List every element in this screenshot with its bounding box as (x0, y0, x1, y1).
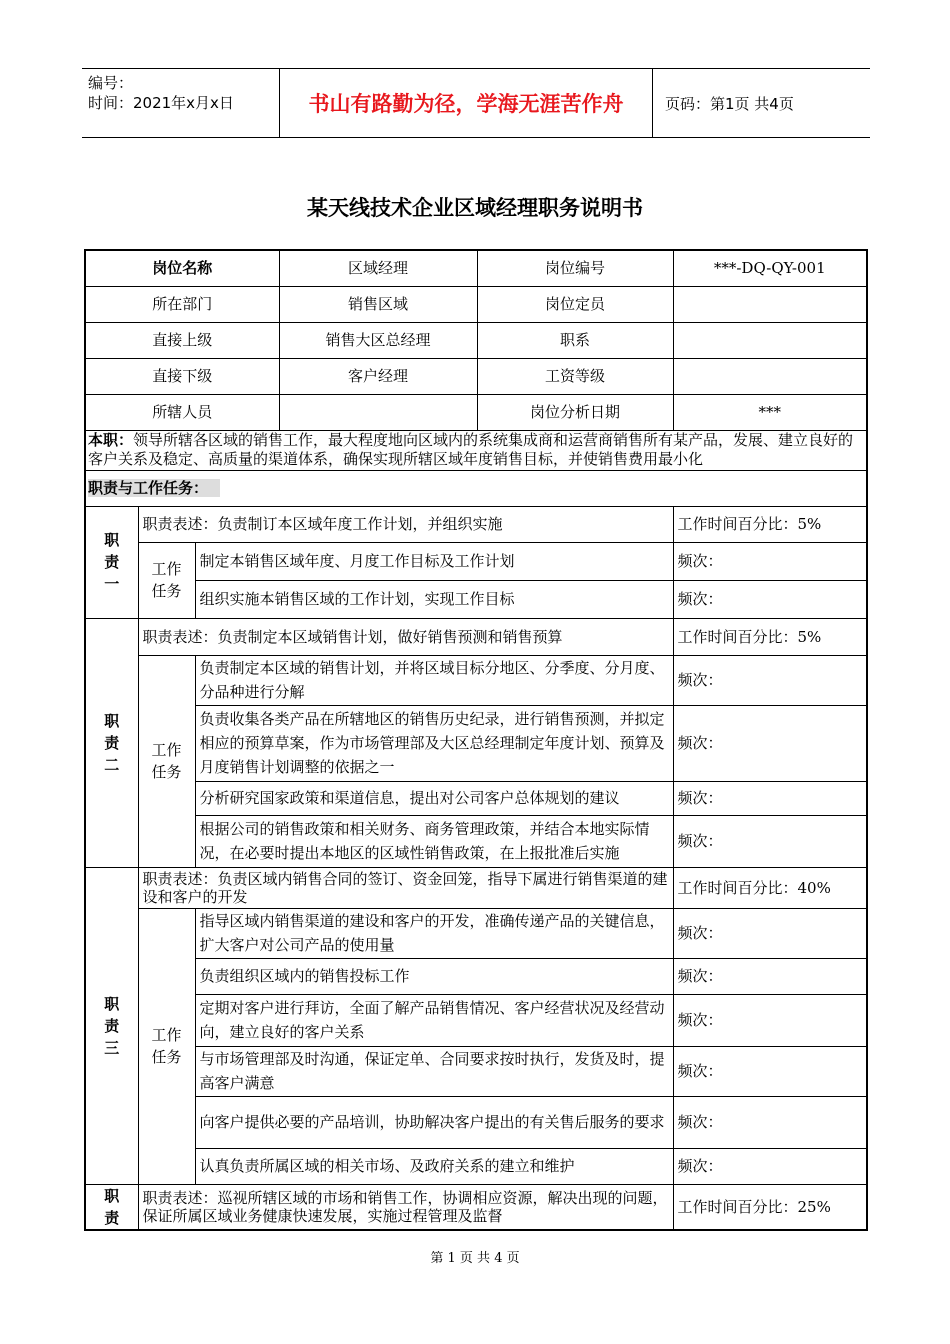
duty-statement-row (85, 1184, 867, 1230)
duty-statement-row (85, 867, 867, 908)
duty-label: 职 责 一 (85, 506, 138, 618)
basic-row (85, 250, 867, 286)
task-text: 负责组织区域内的销售投标工作 (195, 958, 673, 994)
task-text: 向客户提供必要的产品培训，协助解决客户提出的有关售后服务的要求 (195, 1096, 673, 1148)
basic-value (673, 358, 867, 394)
job-description-table (84, 249, 868, 1231)
task-frequency: 频次： (673, 994, 867, 1046)
task-frequency: 频次： (673, 542, 867, 580)
task-text: 认真负责所属区域的相关市场、及政府关系的建立和维护 (195, 1148, 673, 1184)
task-frequency: 频次： (673, 705, 867, 781)
duties-header: 职责与工作任务： (88, 479, 220, 497)
task-frequency: 频次： (673, 958, 867, 994)
basic-label: 岗位名称 (85, 250, 279, 286)
task-row (85, 580, 867, 618)
basic-label: 直接下级 (85, 358, 279, 394)
duty-label: 职 责 二 (85, 618, 138, 867)
task-text: 指导区域内销售渠道的建设和客户的开发，准确传递产品的关键信息，扩大客户对公司产品的使用量 (195, 908, 673, 958)
basic-row (85, 322, 867, 358)
duty-label: 职 责 三 (85, 867, 138, 1184)
job-summary (85, 430, 867, 470)
task-text: 定期对客户进行拜访，全面了解产品销售情况、客户经营状况及经营动向，建立良好的客户关系 (195, 994, 673, 1046)
task-frequency: 频次： (673, 781, 867, 815)
basic-label: 所在部门 (85, 286, 279, 322)
page-footer: 第 1 页 共 4 页 (430, 1251, 520, 1266)
basic-row (85, 394, 867, 430)
date-label: 时间：2021年x月x日 (88, 94, 234, 112)
task-row (85, 908, 867, 958)
task-frequency: 频次： (673, 815, 867, 867)
duty-percent: 工作时间百分比：5% (673, 506, 867, 542)
basic-value: 销售区域 (279, 286, 477, 322)
task-frequency: 频次： (673, 655, 867, 705)
duty-statement-row (85, 618, 867, 655)
task-frequency: 频次： (673, 580, 867, 618)
task-frequency: 频次： (673, 908, 867, 958)
task-text: 负责制定本区域的销售计划，并将区域目标分地区、分季度、分月度、分品种进行分解 (195, 655, 673, 705)
basic-label: 所辖人员 (85, 394, 279, 430)
task-row (85, 705, 867, 781)
job-summary-text: 领导所辖各区域的销售工作，最大程度地向区域内的系统集成商和运营商销售所有某产品，发展、建立良好的客户关系及稳定、高质量的渠道体系，确保实现所辖区域年度销售目标，并使销售费用最小化 (88, 431, 854, 468)
basic-value: ***-DQ-QY-001 (673, 250, 867, 286)
basic-row (85, 286, 867, 322)
task-row (85, 655, 867, 705)
header-slogan: 书山有路勤为径，学海无涯苦作舟 (280, 69, 653, 137)
basic-row (85, 358, 867, 394)
duty-percent: 工作时间百分比：5% (673, 618, 867, 655)
duty-statement: 职责表述：负责制定本区域销售计划，做好销售预测和销售预算 (138, 618, 673, 655)
basic-value: 区域经理 (279, 250, 477, 286)
basic-value (673, 322, 867, 358)
basic-value: 销售大区总经理 (279, 322, 477, 358)
task-label: 工作 任务 (138, 655, 195, 867)
task-text: 与市场管理部及时沟通，保证定单、合同要求按时执行，发货及时，提高客户满意 (195, 1046, 673, 1096)
code-label: 编号： (88, 74, 134, 92)
task-row (85, 542, 867, 580)
task-text: 根据公司的销售政策和相关财务、商务管理政策，并结合本地实际情况，在必要时提出本地区的区域性销售政策，在上报批准后实施 (195, 815, 673, 867)
task-row (85, 1096, 867, 1148)
task-row (85, 781, 867, 815)
basic-label: 岗位编号 (477, 250, 673, 286)
document-title: 某天线技术企业区域经理职务说明书 (307, 196, 643, 220)
task-label: 工作 任务 (138, 908, 195, 1184)
basic-value (279, 394, 477, 430)
duty-statement: 职责表述：巡视所辖区域的市场和销售工作，协调相应资源，解决出现的问题，保证所属区域业务健康快速发展，实施过程管理及监督 (138, 1184, 673, 1230)
task-frequency: 频次： (673, 1046, 867, 1096)
duty-percent: 工作时间百分比：25% (673, 1184, 867, 1230)
duty-statement: 职责表述：负责区域内销售合同的签订、资金回笼，指导下属进行销售渠道的建设和客户的开发 (138, 867, 673, 908)
basic-label: 岗位分析日期 (477, 394, 673, 430)
basic-value: 客户经理 (279, 358, 477, 394)
job-summary-row (85, 430, 867, 470)
task-text: 制定本销售区域年度、月度工作目标及工作计划 (195, 542, 673, 580)
basic-value: *** (673, 394, 867, 430)
task-row (85, 1148, 867, 1184)
duties-header-cell (85, 470, 867, 506)
task-text: 组织实施本销售区域的工作计划，实现工作目标 (195, 580, 673, 618)
page-header (82, 68, 870, 138)
task-row (85, 958, 867, 994)
basic-value (673, 286, 867, 322)
task-text: 分析研究国家政策和渠道信息，提出对公司客户总体规划的建议 (195, 781, 673, 815)
task-frequency: 频次： (673, 1148, 867, 1184)
duties-header-row (85, 470, 867, 506)
basic-label: 岗位定员 (477, 286, 673, 322)
duty-statement: 职责表述：负责制订本区域年度工作计划，并组织实施 (138, 506, 673, 542)
basic-label: 工资等级 (477, 358, 673, 394)
header-page-number: 页码：第1页 共4页 (665, 94, 794, 113)
duty-percent: 工作时间百分比：40% (673, 867, 867, 908)
task-row (85, 815, 867, 867)
basic-label: 直接上级 (85, 322, 279, 358)
task-label: 工作 任务 (138, 542, 195, 618)
task-frequency: 频次： (673, 1096, 867, 1148)
duty-label: 职 责 (85, 1184, 138, 1230)
task-row (85, 994, 867, 1046)
task-row (85, 1046, 867, 1096)
header-meta (82, 69, 280, 137)
duty-statement-row (85, 506, 867, 542)
job-summary-label: 本职： (88, 431, 134, 449)
task-text: 负责收集各类产品在所辖地区的销售历史纪录，进行销售预测，并拟定相应的预算草案，作为市场管理部及大区总经理制定年度计划、预算及月度销售计划调整的依据之一 (195, 705, 673, 781)
basic-label: 职系 (477, 322, 673, 358)
